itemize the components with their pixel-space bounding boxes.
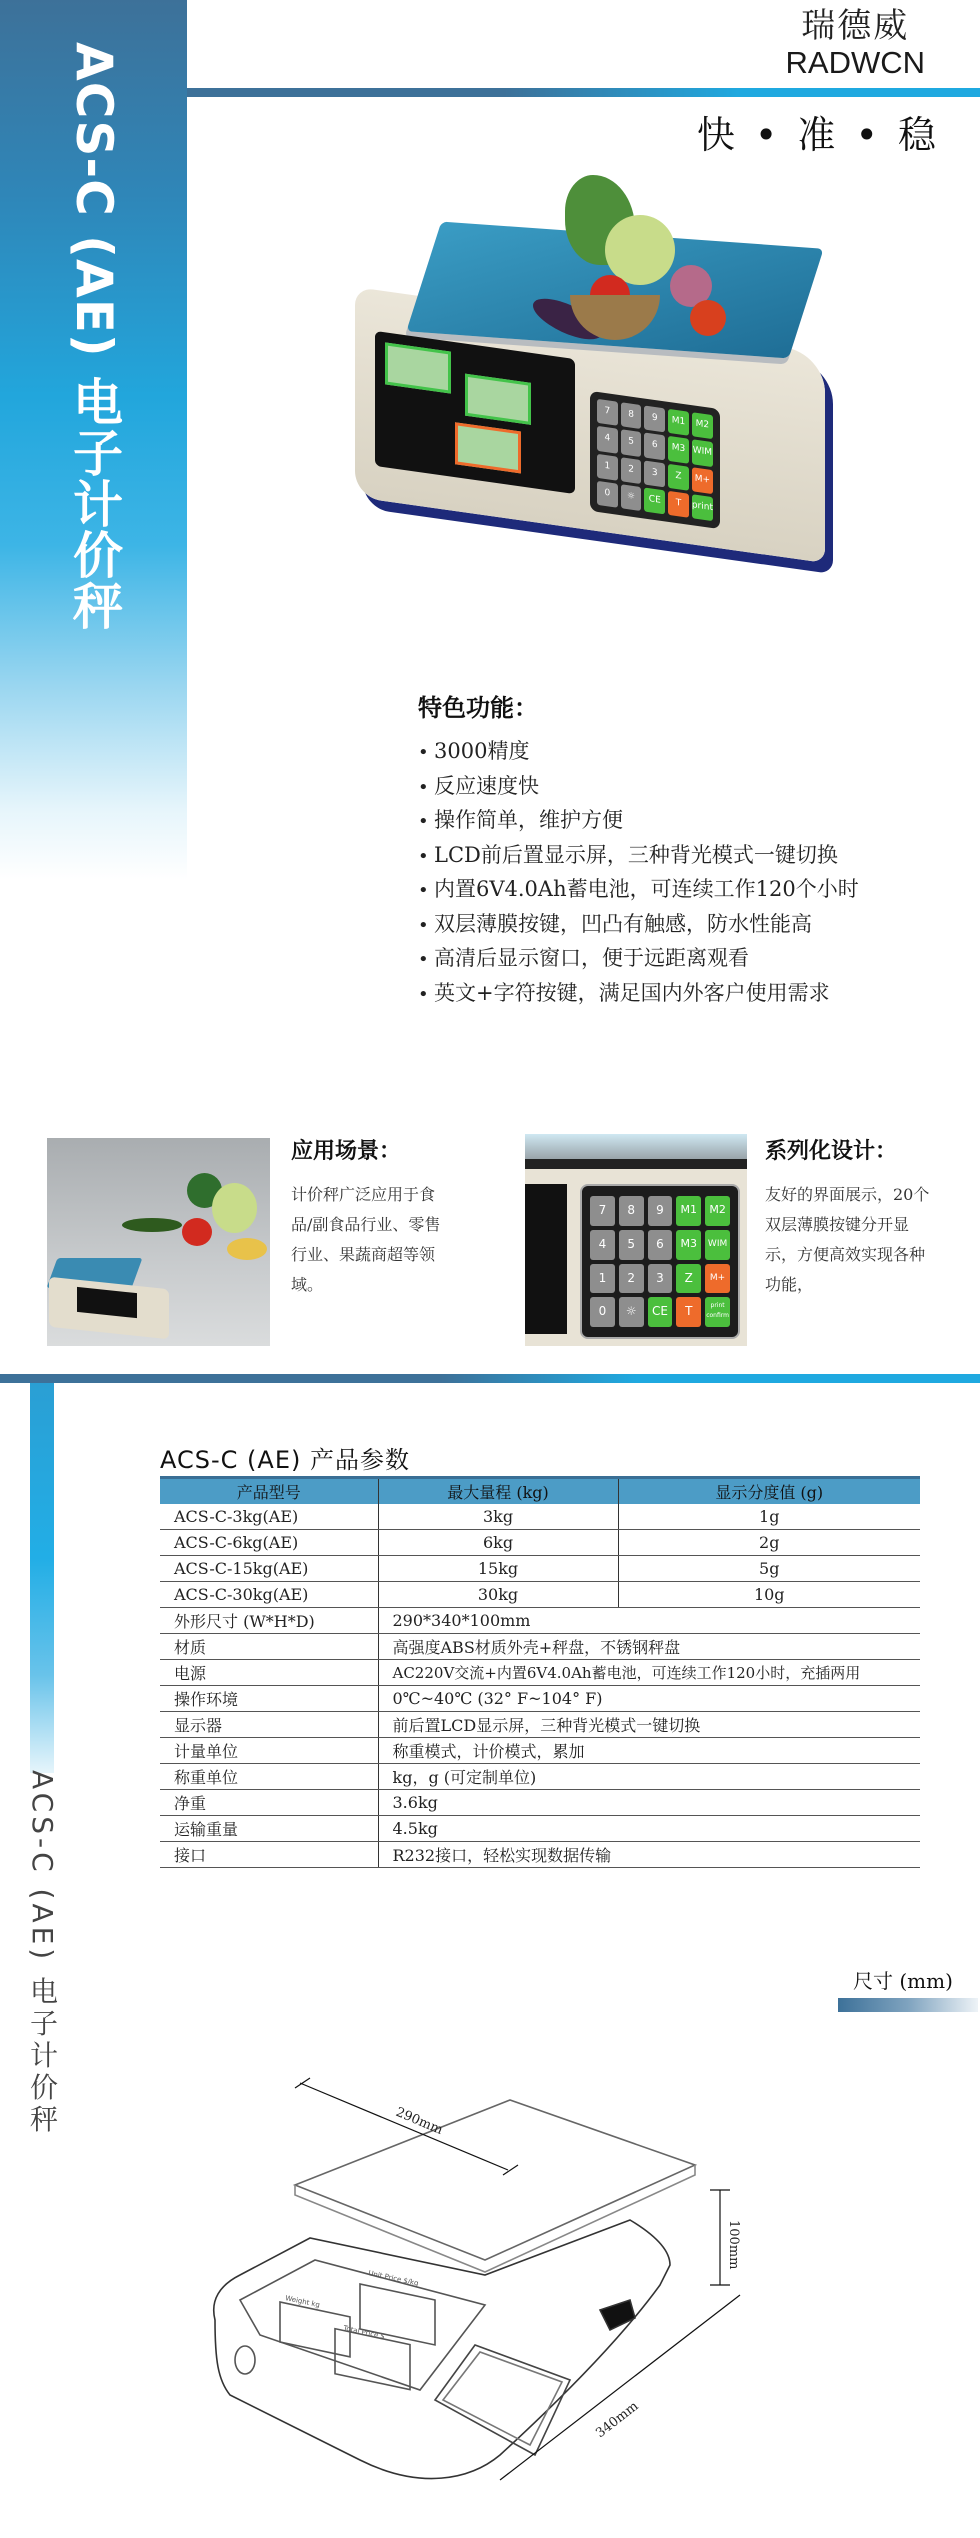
key: WIM — [705, 1230, 730, 1260]
key: 2 — [619, 1264, 644, 1294]
spec-table-header — [160, 1478, 920, 1504]
vegetable-cabbage — [605, 215, 675, 285]
param-label: 操作环境 — [160, 1686, 378, 1712]
key: 6 — [644, 433, 665, 460]
feature-item: • 双层薄膜按键，凹凸有触感，防水性能高 — [418, 908, 859, 943]
table-row — [160, 1764, 920, 1790]
application-title: 应用场景： — [291, 1139, 402, 1164]
brand-logo — [786, 6, 926, 80]
key: Z — [668, 463, 689, 490]
dim-depth-label: 340mm — [593, 2398, 642, 2442]
key: M3 — [676, 1230, 701, 1260]
sidebar-title: ACS-C (AE) 电子计价秤 — [65, 42, 123, 632]
key: M+ — [705, 1264, 730, 1294]
dimensions-label: 尺寸 (mm) — [853, 1969, 953, 1993]
application-description: 计价秤广泛应用于食品/副食品行业、零售行业、果蔬商超等领域。 — [291, 1185, 441, 1294]
param-value: 称重模式，计价模式，累加 — [378, 1738, 920, 1764]
key: M1 — [668, 409, 689, 436]
param-value: kg，g (可定制单位) — [378, 1764, 920, 1790]
drawing-unit-price-label: Unit Price $/kg — [367, 2269, 420, 2288]
key: 2 — [621, 457, 642, 484]
features-list — [418, 735, 859, 1011]
header-division: 显示分度值 (g) — [618, 1478, 920, 1504]
hero-product-image — [340, 175, 900, 575]
key: 8 — [619, 1196, 644, 1226]
table-row — [160, 1686, 920, 1712]
dimension-drawing — [200, 2060, 880, 2530]
key: T — [668, 491, 689, 518]
param-value: 3.6kg — [378, 1790, 920, 1816]
key: M3 — [668, 436, 689, 463]
slogan: 快 • 准 • 稳 — [696, 113, 940, 157]
cell-model: ACS-C-30kg(AE) — [160, 1582, 378, 1608]
key: 5 — [621, 429, 642, 456]
vegetable-corn — [227, 1238, 267, 1260]
key: 7 — [597, 399, 618, 426]
section-divider — [0, 1374, 980, 1383]
key: M1 — [676, 1196, 701, 1226]
feature-item: • 内置6V4.0Ah蓄电池，可连续工作120个小时 — [418, 873, 859, 908]
key: 3 — [648, 1264, 673, 1294]
brand-name-cn: 瑞德威 — [801, 6, 910, 46]
key: M2 — [705, 1196, 730, 1226]
table-row — [160, 1712, 920, 1738]
table-row — [160, 1530, 920, 1556]
header-model: 产品型号 — [160, 1478, 378, 1504]
design-description: 友好的界面展示，20个双层薄膜按键分开显示，方便高效实现各种功能， — [765, 1185, 930, 1294]
feature-item: • 反应速度快 — [418, 770, 859, 805]
features-section — [418, 688, 859, 1011]
key: M2 — [692, 412, 713, 439]
feature-item: • 操作简单，维护方便 — [418, 804, 859, 839]
key: 1 — [590, 1264, 615, 1294]
key: print confirm — [705, 1297, 730, 1327]
drawing-weight-label: Weight kg — [284, 2294, 321, 2310]
param-label: 接口 — [160, 1842, 378, 1868]
cell-capacity: 15kg — [378, 1556, 618, 1582]
feature-item: • LCD前后置显示屏，三种背光模式一键切换 — [418, 839, 859, 874]
table-row — [160, 1582, 920, 1608]
scale-lip — [525, 1159, 747, 1169]
keypad-closeup-photo — [525, 1134, 747, 1346]
keypad — [580, 1184, 740, 1339]
table-row — [160, 1816, 920, 1842]
key: Z — [676, 1264, 701, 1294]
param-label: 显示器 — [160, 1712, 378, 1738]
feature-item: • 高清后显示窗口，便于远距离观看 — [418, 942, 859, 977]
key: 1 — [597, 453, 618, 480]
cell-capacity: 3kg — [378, 1504, 618, 1530]
key: 5 — [619, 1230, 644, 1260]
dimensions-underline — [838, 1998, 978, 2012]
key: ☼ — [619, 1297, 644, 1327]
lcd-panel-edge — [525, 1184, 567, 1334]
spec-title: ACS-C (AE) 产品参数 — [160, 1446, 410, 1474]
feature-item: • 英文+字符按键，满足国内外客户使用需求 — [418, 977, 859, 1012]
param-label: 材质 — [160, 1634, 378, 1660]
application-photo — [47, 1138, 270, 1346]
param-value: R232接口，轻松实现数据传输 — [378, 1842, 920, 1868]
table-row — [160, 1608, 920, 1634]
key: M+ — [692, 467, 713, 494]
drawing-total-price-label: Total Price $ — [342, 2324, 386, 2341]
table-row — [160, 1634, 920, 1660]
dim-width-label: 290mm — [393, 2104, 445, 2139]
param-value: AC220V交流+内置6V4.0Ah蓄电池，可连续工作120小时，充插两用 — [378, 1660, 920, 1686]
cell-model: ACS-C-15kg(AE) — [160, 1556, 378, 1582]
cell-model: ACS-C-6kg(AE) — [160, 1530, 378, 1556]
scale-pan-edge — [525, 1134, 747, 1159]
key: 4 — [590, 1230, 615, 1260]
key: 7 — [590, 1196, 615, 1226]
param-value: 前后置LCD显示屏，三种背光模式一键切换 — [378, 1712, 920, 1738]
vegetable-pepper — [182, 1218, 212, 1246]
cell-division: 10g — [618, 1582, 920, 1608]
key: WIM — [692, 439, 713, 466]
param-value: 高强度ABS材质外壳+秤盘，不锈钢秤盘 — [378, 1634, 920, 1660]
key: 3 — [644, 460, 665, 487]
param-value: 290*340*100mm — [378, 1608, 920, 1634]
sidebar-banner — [0, 0, 187, 880]
lcd-weight — [385, 342, 451, 393]
features-title: 特色功能： — [418, 694, 538, 722]
key: 9 — [648, 1196, 673, 1226]
cell-division: 1g — [618, 1504, 920, 1530]
key: 0 — [590, 1297, 615, 1327]
lcd-panel — [375, 331, 575, 494]
key: 8 — [621, 402, 642, 429]
vegetable-cabbage — [212, 1183, 257, 1233]
design-title: 系列化设计： — [765, 1139, 898, 1164]
param-label: 称重单位 — [160, 1764, 378, 1790]
keypad — [590, 391, 720, 529]
lcd-unit-price — [465, 374, 531, 425]
param-label: 外形尺寸 (W*H*D) — [160, 1608, 378, 1634]
cell-capacity: 6kg — [378, 1530, 618, 1556]
cell-division: 5g — [618, 1556, 920, 1582]
param-label: 净重 — [160, 1790, 378, 1816]
key: CE — [648, 1297, 673, 1327]
key: 0 — [597, 481, 618, 508]
dim-height-label: 100mm — [726, 2220, 741, 2270]
header-divider — [187, 88, 980, 97]
brand-name-en: RADWCN — [785, 45, 925, 80]
param-label: 计量单位 — [160, 1738, 378, 1764]
key: ☼ — [621, 484, 642, 511]
table-row — [160, 1790, 920, 1816]
param-label: 电源 — [160, 1660, 378, 1686]
spec-table — [160, 1476, 920, 1868]
key: T — [676, 1297, 701, 1327]
accent-bar — [30, 1383, 54, 1773]
table-row — [160, 1504, 920, 1530]
param-value: 0℃~40℃ (32° F~104° F) — [378, 1686, 920, 1712]
cell-division: 2g — [618, 1530, 920, 1556]
param-label: 运输重量 — [160, 1816, 378, 1842]
vegetable-tomato — [690, 300, 726, 336]
table-row — [160, 1842, 920, 1868]
table-row — [160, 1660, 920, 1686]
key: CE — [644, 487, 665, 514]
section-vertical-title: ACS-C (AE) 电子计价秤 — [26, 1770, 59, 2137]
key: 6 — [648, 1230, 673, 1260]
key: print — [692, 494, 713, 521]
key: 4 — [597, 426, 618, 453]
cell-model: ACS-C-3kg(AE) — [160, 1504, 378, 1530]
table-row — [160, 1738, 920, 1764]
table-row — [160, 1556, 920, 1582]
lcd-total-price — [455, 422, 521, 473]
key: 9 — [644, 406, 665, 433]
header-capacity: 最大量程 (kg) — [378, 1478, 618, 1504]
vegetable-cucumber — [122, 1218, 182, 1232]
param-value: 4.5kg — [378, 1816, 920, 1842]
feature-item: • 3000精度 — [418, 735, 859, 770]
cell-capacity: 30kg — [378, 1582, 618, 1608]
